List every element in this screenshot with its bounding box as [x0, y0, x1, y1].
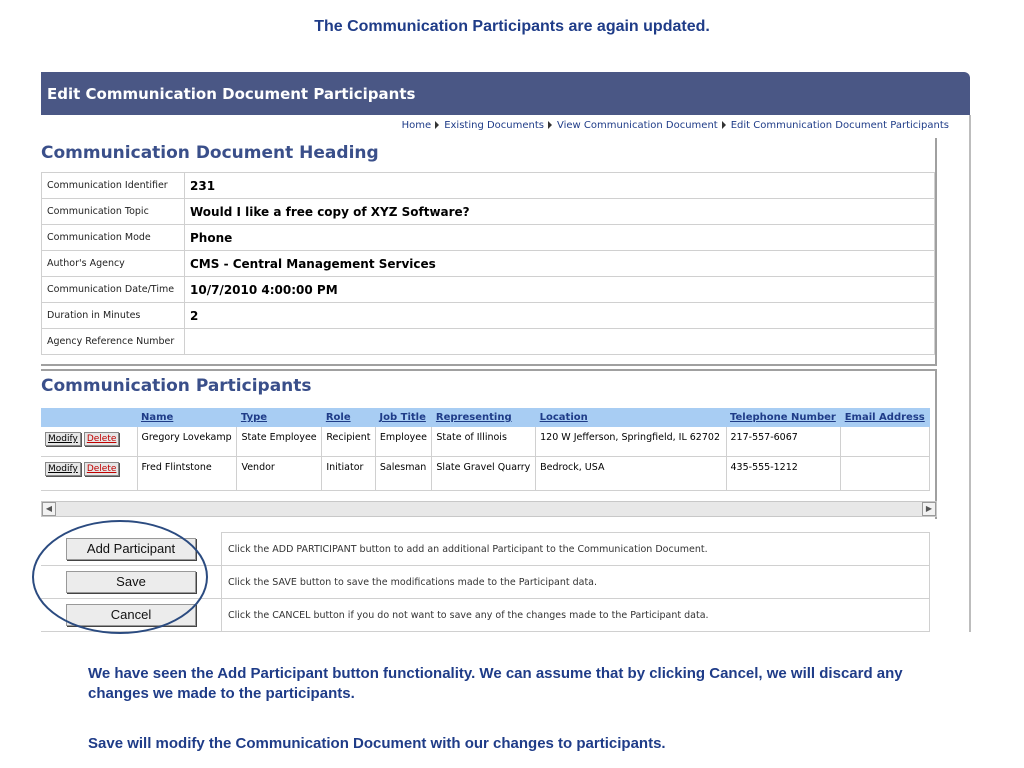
save-button[interactable]: Save — [66, 571, 196, 593]
breadcrumb-view-document[interactable]: View Communication Document — [557, 120, 718, 131]
breadcrumb-current: Edit Communication Document Participants — [730, 120, 949, 131]
heading-table — [41, 172, 935, 355]
table-row — [42, 199, 935, 225]
modify-button[interactable]: Modify — [45, 432, 81, 446]
column-header-type[interactable]: Type — [237, 408, 322, 427]
cell-email — [841, 427, 930, 457]
explanation-text: We have seen the Add Participant button functionality. We can assume that by clicking Cancel, we will discard any changes we made to the participants. — [88, 665, 903, 702]
scroll-left-icon[interactable]: ◀ — [42, 502, 56, 516]
field-value: 231 — [185, 173, 935, 199]
add-participant-button[interactable]: Add Participant — [66, 538, 196, 560]
cell-location: Bedrock, USA — [536, 457, 726, 491]
cell-name: Gregory Lovekamp — [137, 427, 237, 457]
table-row — [42, 329, 935, 355]
actions-column-header — [41, 408, 137, 427]
field-value: Would I like a free copy of XYZ Software? — [185, 199, 935, 225]
field-label: Duration in Minutes — [42, 303, 185, 329]
table-row — [42, 225, 935, 251]
breadcrumb-arrow-icon — [722, 121, 726, 129]
column-header-telephone[interactable]: Telephone Number — [726, 408, 841, 427]
field-value: CMS - Central Management Services — [185, 251, 935, 277]
row-actions — [41, 427, 137, 457]
page-border — [969, 115, 971, 632]
horizontal-scrollbar[interactable] — [41, 501, 937, 517]
field-label: Communication Topic — [42, 199, 185, 225]
table-row — [41, 427, 930, 457]
cell-email — [841, 457, 930, 491]
column-header-job-title[interactable]: Job Title — [375, 408, 432, 427]
field-label: Author's Agency — [42, 251, 185, 277]
action-description: Click the CANCEL button if you do not want to save any of the changes made to the Participant data. — [222, 599, 930, 632]
column-header-email[interactable]: Email Address — [841, 408, 930, 427]
cell-telephone: 435-555-1212 — [726, 457, 841, 491]
page-title: Edit Communication Document Participants — [47, 85, 416, 103]
field-label: Agency Reference Number — [42, 329, 185, 355]
cell-role: Recipient — [322, 427, 376, 457]
breadcrumb-existing-documents[interactable]: Existing Documents — [444, 120, 544, 131]
cell-job-title: Employee — [375, 427, 432, 457]
modify-button[interactable]: Modify — [45, 462, 81, 476]
breadcrumb-arrow-icon — [435, 121, 439, 129]
delete-button[interactable]: Delete — [84, 432, 120, 446]
scroll-right-icon[interactable]: ▶ — [922, 502, 936, 516]
cell-type: State Employee — [237, 427, 322, 457]
field-value — [185, 329, 935, 355]
field-label: Communication Identifier — [42, 173, 185, 199]
field-value: 2 — [185, 303, 935, 329]
breadcrumb-arrow-icon — [548, 121, 552, 129]
action-description: Click the SAVE button to save the modifications made to the Participant data. — [222, 566, 930, 599]
explanation-text-save: Save will modify the Communication Document with our changes to participants. — [88, 735, 666, 752]
column-header-representing[interactable]: Representing — [432, 408, 536, 427]
cell-representing: State of Illinois — [432, 427, 536, 457]
field-label: Communication Mode — [42, 225, 185, 251]
table-row — [42, 251, 935, 277]
breadcrumb-home[interactable]: Home — [401, 120, 432, 131]
table-row — [42, 303, 935, 329]
action-description: Click the ADD PARTICIPANT button to add an additional Participant to the Communication Document. — [222, 533, 930, 566]
cell-name: Fred Flintstone — [137, 457, 237, 491]
heading-section-title: Communication Document Heading — [41, 143, 379, 163]
cell-telephone: 217-557-6067 — [726, 427, 841, 457]
delete-button[interactable]: Delete — [84, 462, 120, 476]
column-header-location[interactable]: Location — [536, 408, 726, 427]
participants-header-row — [41, 408, 930, 427]
field-value: Phone — [185, 225, 935, 251]
row-actions — [41, 457, 137, 491]
table-row — [42, 173, 935, 199]
column-header-name[interactable]: Name — [137, 408, 237, 427]
participants-section-title: Communication Participants — [41, 376, 312, 396]
highlight-circle — [32, 520, 208, 634]
table-row — [41, 457, 930, 491]
cancel-button[interactable]: Cancel — [66, 604, 196, 626]
page-header — [41, 72, 970, 115]
field-value: 10/7/2010 4:00:00 PM — [185, 277, 935, 303]
breadcrumb — [402, 120, 949, 131]
cell-type: Vendor — [237, 457, 322, 491]
field-label: Communication Date/Time — [42, 277, 185, 303]
cell-job-title: Salesman — [375, 457, 432, 491]
cell-representing: Slate Gravel Quarry — [432, 457, 536, 491]
participants-table — [41, 408, 930, 491]
cell-location: 120 W Jefferson, Springfield, IL 62702 — [536, 427, 726, 457]
cell-role: Initiator — [322, 457, 376, 491]
column-header-role[interactable]: Role — [322, 408, 376, 427]
slide-title: The Communication Participants are again updated. — [314, 18, 710, 35]
table-row — [42, 277, 935, 303]
